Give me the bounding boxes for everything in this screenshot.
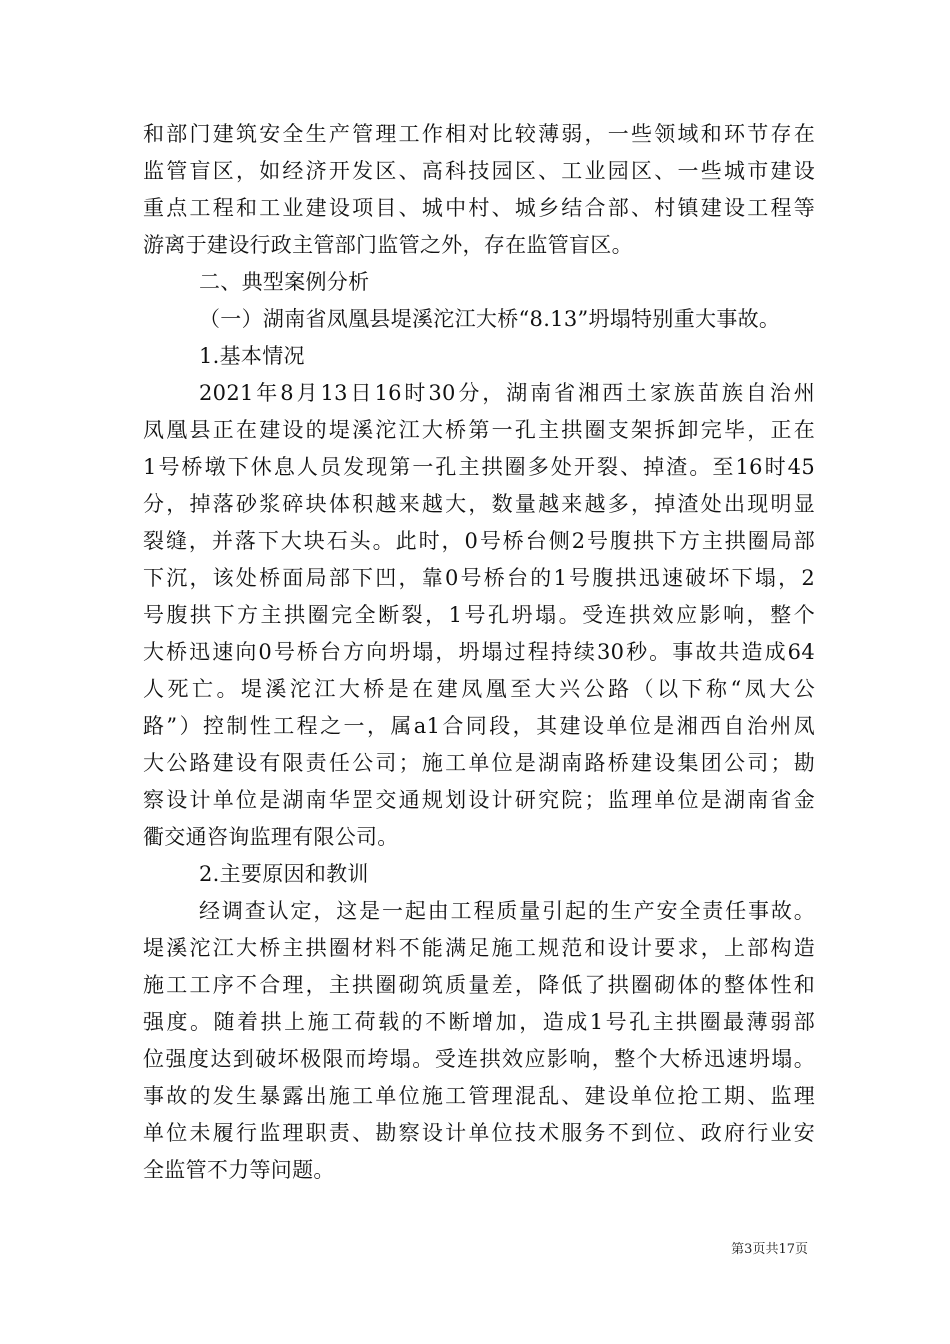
text-line: 游离于建设行政主管部门监管之外，存在监管盲区。: [143, 233, 633, 257]
text-line: 察设计单位是湖南华罡交通规划设计研究院；监理单位是湖南省金: [143, 788, 815, 812]
document-body: [143, 116, 815, 1189]
text-line: （一）湖南省凤凰县堤溪沱江大桥“8.13”坍塌特别重大事故。: [199, 307, 781, 331]
text-line: 2.主要原因和教训: [199, 862, 369, 886]
text-line: 重点工程和工业建设项目、城中村、城乡结合部、村镇建设工程等: [143, 196, 815, 220]
text-line: 堤溪沱江大桥主拱圈材料不能满足施工规范和设计要求，上部构造: [143, 936, 815, 960]
text-line: 二、典型案例分析: [199, 270, 370, 294]
text-line: 凤凰县正在建设的堤溪沱江大桥第一孔主拱圈支架拆卸完毕，正在: [143, 418, 815, 442]
text-line: 全监管不力等问题。: [143, 1158, 335, 1182]
text-line: 施工工序不合理，主拱圈砌筑质量差，降低了拱圈砌体的整体性和: [143, 973, 815, 997]
text-line: 事故的发生暴露出施工单位施工管理混乱、建设单位抢工期、监理: [143, 1084, 815, 1108]
text-line: 下沉，该处桥面局部下凹，靠0号桥台的1号腹拱迅速破坏下塌，2: [143, 566, 815, 590]
text-line: 大公路建设有限责任公司；施工单位是湖南路桥建设集团公司；勘: [143, 751, 815, 775]
text-line: 强度。随着拱上施工荷载的不断增加，造成1号孔主拱圈最薄弱部: [143, 1010, 815, 1034]
text-line: 人死亡。堤溪沱江大桥是在建凤凰至大兴公路（以下称“凤大公: [143, 677, 815, 701]
text-line: 和部门建筑安全生产管理工作相对比较薄弱，一些领域和环节存在: [143, 122, 815, 146]
text-line: 1号桥墩下休息人员发现第一孔主拱圈多处开裂、掉渣。至16时45: [143, 455, 815, 479]
text-line: 1.基本情况: [199, 344, 305, 368]
text-line: 经调查认定，这是一起由工程质量引起的生产安全责任事故。: [199, 899, 815, 923]
text-line: 号腹拱下方主拱圈完全断裂，1号孔坍塌。受连拱效应影响，整个: [143, 603, 815, 627]
text-line: 单位未履行监理职责、勘察设计单位技术服务不到位、政府行业安: [143, 1121, 815, 1145]
text-line: 路”）控制性工程之一，属a1合同段，其建设单位是湘西自治州凤: [143, 714, 815, 738]
text-line: 2021年8月13日16时30分，湖南省湘西土家族苗族自治州: [199, 381, 815, 405]
text-line: 位强度达到破坏极限而垮塌。受连拱效应影响，整个大桥迅速坍塌。: [143, 1047, 815, 1071]
page-number: 第3页共17页: [731, 1242, 808, 1257]
text-line: 裂缝，并落下大块石头。此时，0号桥台侧2号腹拱下方主拱圈局部: [143, 529, 815, 553]
text-line: 大桥迅速向0号桥台方向坍塌，坍塌过程持续30秒。事故共造成64: [143, 640, 815, 664]
text-line: 衢交通咨询监理有限公司。: [143, 825, 399, 849]
text-line: 分，掉落砂浆碎块体积越来越大，数量越来越多，掉渣处出现明显: [143, 492, 815, 516]
text-line: 监管盲区，如经济开发区、高科技园区、工业园区、一些城市建设: [143, 159, 815, 183]
